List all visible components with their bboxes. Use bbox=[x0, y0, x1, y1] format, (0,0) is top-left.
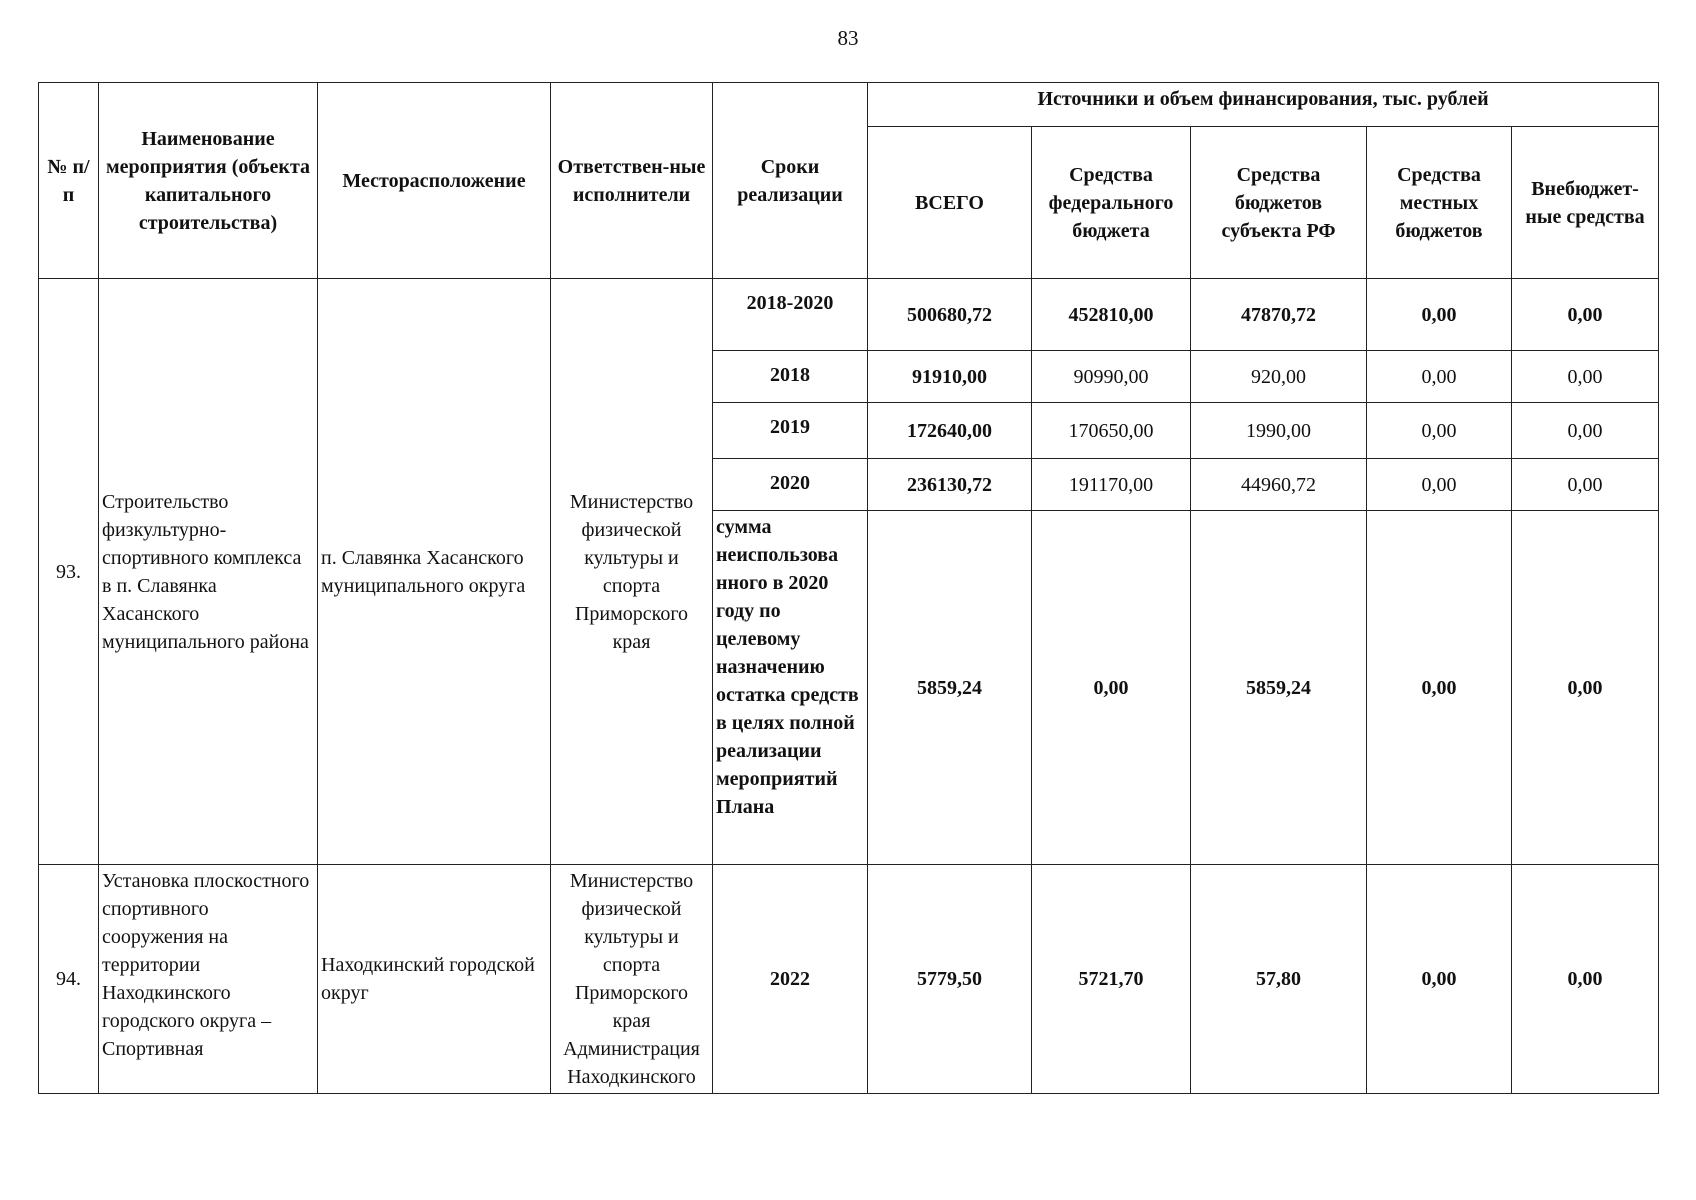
regional-cell: 57,80 bbox=[1191, 865, 1367, 1094]
extra-cell: 0,00 bbox=[1512, 459, 1659, 511]
extra-cell: 0,00 bbox=[1512, 511, 1659, 865]
header-local: Средства местных бюджетов bbox=[1367, 127, 1512, 279]
table-row bbox=[39, 279, 1659, 351]
row-location: Находкинский городской округ bbox=[318, 865, 551, 1094]
local-cell: 0,00 bbox=[1367, 459, 1512, 511]
local-cell: 0,00 bbox=[1367, 511, 1512, 865]
page-number: 83 bbox=[837, 26, 859, 50]
header-num: № п/п bbox=[39, 83, 99, 279]
local-cell: 0,00 bbox=[1367, 865, 1512, 1094]
header-regional: Средства бюджетов субъекта РФ bbox=[1191, 127, 1367, 279]
row-location: п. Славянка Хасанского муниципального округа bbox=[318, 279, 551, 865]
header-funding-group: Источники и объем финансирования, тыс. рублей bbox=[868, 83, 1659, 127]
header-period: Сроки реализации bbox=[713, 83, 868, 279]
row-num: 93. bbox=[39, 279, 99, 865]
regional-cell: 1990,00 bbox=[1191, 403, 1367, 459]
header-extra: Внебюджет-ные средства bbox=[1512, 127, 1659, 279]
total-cell: 500680,72 bbox=[868, 279, 1032, 351]
row-responsible: Министерство физической культуры и спорта Приморского края bbox=[551, 279, 713, 865]
row-name: Строительство физкультурно-спортивного комплекса в п. Славянка Хасанского муниципального района bbox=[99, 279, 318, 865]
regional-cell: 44960,72 bbox=[1191, 459, 1367, 511]
header-name: Наименование мероприятия (объекта капитального строительства) bbox=[99, 83, 318, 279]
total-cell: 5859,24 bbox=[868, 511, 1032, 865]
table-row bbox=[39, 865, 1659, 1094]
header-responsible: Ответствен-ные исполнители bbox=[551, 83, 713, 279]
funding-table bbox=[38, 82, 1659, 1094]
federal-cell: 452810,00 bbox=[1032, 279, 1191, 351]
federal-cell: 191170,00 bbox=[1032, 459, 1191, 511]
extra-cell: 0,00 bbox=[1512, 865, 1659, 1094]
header-location: Месторасположение bbox=[318, 83, 551, 279]
regional-cell: 920,00 bbox=[1191, 351, 1367, 403]
local-cell: 0,00 bbox=[1367, 351, 1512, 403]
total-cell: 91910,00 bbox=[868, 351, 1032, 403]
federal-cell: 170650,00 bbox=[1032, 403, 1191, 459]
extra-cell: 0,00 bbox=[1512, 403, 1659, 459]
extra-cell: 0,00 bbox=[1512, 279, 1659, 351]
federal-cell: 90990,00 bbox=[1032, 351, 1191, 403]
period-cell: 2019 bbox=[713, 403, 868, 459]
total-cell: 236130,72 bbox=[868, 459, 1032, 511]
row-responsible: Министерство физической культуры и спорта Приморского края Администрация Находкинского bbox=[551, 865, 713, 1094]
federal-cell: 0,00 bbox=[1032, 511, 1191, 865]
period-cell: 2018 bbox=[713, 351, 868, 403]
period-cell: 2018-2020 bbox=[713, 279, 868, 351]
federal-cell: 5721,70 bbox=[1032, 865, 1191, 1094]
total-cell: 5779,50 bbox=[868, 865, 1032, 1094]
regional-cell: 47870,72 bbox=[1191, 279, 1367, 351]
row-name: Установка плоскостного спортивного сооружения на территории Находкинского городского округа – Спортивная bbox=[99, 865, 318, 1094]
local-cell: 0,00 bbox=[1367, 403, 1512, 459]
period-cell: 2020 bbox=[713, 459, 868, 511]
row-num: 94. bbox=[39, 865, 99, 1094]
header-federal: Средства федерального бюджета bbox=[1032, 127, 1191, 279]
period-cell: сумма неиспользова нного в 2020 году по целевому назначению остатка средств в целях полной реализации мероприятий Плана bbox=[713, 511, 868, 865]
local-cell: 0,00 bbox=[1367, 279, 1512, 351]
total-cell: 172640,00 bbox=[868, 403, 1032, 459]
period-cell: 2022 bbox=[713, 865, 868, 1094]
regional-cell: 5859,24 bbox=[1191, 511, 1367, 865]
extra-cell: 0,00 bbox=[1512, 351, 1659, 403]
header-total: ВСЕГО bbox=[868, 127, 1032, 279]
